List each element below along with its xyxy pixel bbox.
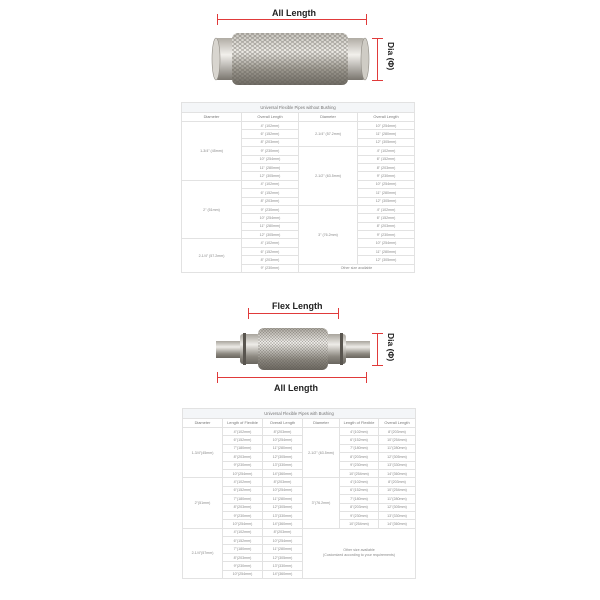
column-header: Diameter (303, 419, 340, 428)
diameter-cell: 2-1/2" (63.5mm) (303, 428, 340, 478)
dia-label: Dia (Φ) (386, 42, 396, 71)
length-cell: 10" (254mm) (358, 180, 415, 188)
length-cell: 8" (203mm) (242, 256, 299, 264)
overall-length-cell: 11"(280mm) (379, 495, 416, 503)
overall-length-cell: 14"(360mm) (379, 520, 416, 528)
flex-length-cell: 8"(203mm) (340, 503, 379, 511)
overall-length-cell: 10"(254mm) (263, 436, 303, 444)
overall-length-cell: 10"(254mm) (263, 486, 303, 494)
overall-length-cell: 12"(305mm) (379, 503, 416, 511)
overall-length-cell: 12"(305mm) (263, 503, 303, 511)
table-row (183, 528, 416, 536)
flex-length-label: Flex Length (272, 301, 323, 311)
overall-length-cell: 13"(330mm) (263, 562, 303, 570)
length-cell: 11" (280mm) (242, 222, 299, 230)
flex-length-cell: 9"(230mm) (223, 511, 263, 519)
all-length-dimension-line (217, 377, 367, 378)
flex-length-cell: 8"(203mm) (223, 453, 263, 461)
flex-length-cell: 6"(152mm) (223, 436, 263, 444)
flex-length-cell: 7"(180mm) (223, 545, 263, 553)
length-cell: 10" (254mm) (242, 214, 299, 222)
length-cell: 9" (230mm) (242, 205, 299, 213)
flex-length-cell: 6"(152mm) (223, 537, 263, 545)
column-header: Overall Length (263, 419, 303, 428)
table-with-bushing (182, 408, 416, 579)
dimension-tick (372, 80, 383, 81)
table-row (182, 122, 415, 130)
other-size-note (303, 528, 416, 578)
flex-length-cell: 9"(230mm) (223, 562, 263, 570)
length-cell: 8" (203mm) (242, 138, 299, 146)
diameter-cell: 2-1/4"(57mm) (183, 528, 223, 578)
overall-length-cell: 14"(360mm) (263, 520, 303, 528)
length-cell: 11" (280mm) (242, 163, 299, 171)
length-cell: 11" (280mm) (358, 130, 415, 138)
diameter-cell: 2" (51mm) (182, 180, 242, 239)
flex-pipe-figure-1 (190, 0, 410, 95)
length-cell: 6" (152mm) (242, 247, 299, 255)
overall-length-cell: 13"(330mm) (263, 511, 303, 519)
column-header: Overall Length (358, 113, 415, 122)
flex-length-cell: 7"(180mm) (223, 444, 263, 452)
length-cell: 6" (152mm) (242, 189, 299, 197)
dimension-tick (217, 372, 218, 383)
overall-length-cell: 11"(280mm) (263, 495, 303, 503)
overall-length-cell: 14"(360mm) (263, 570, 303, 578)
length-cell: 6" (152mm) (242, 130, 299, 138)
diameter-cell: 2"(51mm) (183, 478, 223, 528)
overall-length-cell: 11"(280mm) (263, 545, 303, 553)
flex-pipe-figure-2 (190, 295, 410, 400)
flex-length-cell: 6"(152mm) (223, 486, 263, 494)
dimension-tick (372, 333, 383, 334)
diameter-cell: 3" (76.2mm) (299, 205, 358, 264)
length-cell: 9" (230mm) (242, 147, 299, 155)
flex-length-cell: 8"(203mm) (223, 553, 263, 561)
length-cell: 10" (254mm) (358, 239, 415, 247)
length-cell: 12" (305mm) (358, 197, 415, 205)
other-size-note-line2: (Customized according to your requirements) (323, 553, 395, 558)
length-cell: 6" (152mm) (358, 214, 415, 222)
overall-length-cell: 10"(254mm) (379, 436, 416, 444)
overall-length-cell: 8"(203mm) (263, 528, 303, 536)
all-length-label: All Length (272, 8, 316, 18)
length-cell: 4" (102mm) (358, 205, 415, 213)
length-cell: 12" (305mm) (242, 172, 299, 180)
overall-length-cell: 14"(360mm) (379, 469, 416, 477)
length-cell: 8" (203mm) (242, 197, 299, 205)
overall-length-cell: 8"(203mm) (263, 428, 303, 436)
column-header: Diameter (182, 113, 242, 122)
length-cell: 10" (254mm) (242, 155, 299, 163)
length-cell: 8" (203mm) (358, 163, 415, 171)
length-cell: 12" (305mm) (358, 138, 415, 146)
dimension-tick (366, 372, 367, 383)
table-row (182, 239, 415, 247)
length-cell: 9" (230mm) (358, 231, 415, 239)
overall-length-cell: 10"(254mm) (263, 537, 303, 545)
other-size-note: Other size available (299, 264, 415, 272)
flex-length-cell: 4"(102mm) (223, 428, 263, 436)
flex-length-cell: 6"(152mm) (340, 486, 379, 494)
table-without-bushing (181, 102, 415, 273)
flex-length-cell: 10"(254mm) (340, 469, 379, 477)
column-header: Overall Length (242, 113, 299, 122)
flex-length-cell: 8"(203mm) (340, 453, 379, 461)
diameter-cell: 2-1/4" (57.2mm) (299, 122, 358, 147)
other-size-note-line1: Other size available (343, 548, 375, 553)
flex-length-cell: 10"(254mm) (340, 520, 379, 528)
column-header: Overall Length (379, 419, 416, 428)
length-cell: 9" (230mm) (242, 264, 299, 272)
length-cell: 6" (152mm) (358, 155, 415, 163)
flex-length-cell: 8"(203mm) (223, 503, 263, 511)
length-cell: 12" (305mm) (358, 256, 415, 264)
overall-length-cell: 13"(330mm) (379, 461, 416, 469)
length-cell: 4" (102mm) (242, 122, 299, 130)
overall-length-cell: 11"(280mm) (379, 444, 416, 452)
length-cell: 11" (280mm) (358, 189, 415, 197)
flex-length-cell: 7"(180mm) (340, 444, 379, 452)
flex-length-cell: 9"(230mm) (340, 461, 379, 469)
length-cell: 10" (254mm) (358, 122, 415, 130)
overall-length-cell: 14"(360mm) (263, 469, 303, 477)
overall-length-cell: 13"(330mm) (379, 511, 416, 519)
table-title: Universal Flexible Pipes without Bushing (182, 103, 415, 113)
overall-length-cell: 13"(330mm) (263, 461, 303, 469)
dia-dimension-line (377, 333, 378, 365)
column-header: Length of Flexible (223, 419, 263, 428)
diameter-cell: 3"(76.2mm) (303, 478, 340, 528)
dia-dimension-line (377, 38, 378, 80)
flex-length-cell: 4"(102mm) (340, 428, 379, 436)
flex-length-cell: 10"(254mm) (223, 520, 263, 528)
table-row (183, 428, 416, 436)
overall-length-cell: 8"(203mm) (263, 478, 303, 486)
flex-length-cell: 7"(180mm) (340, 495, 379, 503)
table-row (183, 478, 416, 486)
overall-length-cell: 12"(305mm) (263, 553, 303, 561)
all-length-label: All Length (274, 383, 318, 393)
flex-length-cell: 6"(152mm) (340, 436, 379, 444)
flex-length-cell: 9"(230mm) (223, 461, 263, 469)
overall-length-cell: 12"(305mm) (263, 453, 303, 461)
diameter-cell: 1-3/4" (45mm) (182, 122, 242, 181)
diameter-cell: 1-3/4"(45mm) (183, 428, 223, 478)
flex-length-cell: 7"(180mm) (223, 495, 263, 503)
column-header: Diameter (299, 113, 358, 122)
length-cell: 4" (102mm) (358, 147, 415, 155)
table-title: Universal Flexible Pipes with Bushing (183, 409, 416, 419)
diameter-cell: 2-1/2" (63.5mm) (299, 147, 358, 206)
dimension-tick (372, 38, 383, 39)
flex-length-cell: 9"(230mm) (340, 511, 379, 519)
overall-length-cell: 8"(203mm) (379, 478, 416, 486)
length-cell: 9" (230mm) (358, 172, 415, 180)
overall-length-cell: 11"(280mm) (263, 444, 303, 452)
overall-length-cell: 8"(203mm) (379, 428, 416, 436)
overall-length-cell: 12"(305mm) (379, 453, 416, 461)
table-row (182, 180, 415, 188)
flex-length-cell: 10"(254mm) (223, 469, 263, 477)
length-cell: 8" (203mm) (358, 222, 415, 230)
column-header: Length of Flexible (340, 419, 379, 428)
flex-length-cell: 10"(254mm) (223, 570, 263, 578)
length-cell: 12" (305mm) (242, 231, 299, 239)
flex-length-cell: 4"(102mm) (223, 478, 263, 486)
dimension-tick (372, 365, 383, 366)
flex-length-cell: 4"(102mm) (223, 528, 263, 536)
length-cell: 4" (102mm) (242, 180, 299, 188)
length-cell: 4" (102mm) (242, 239, 299, 247)
overall-length-cell: 10"(254mm) (379, 486, 416, 494)
flex-length-cell: 4"(102mm) (340, 478, 379, 486)
length-cell: 11" (280mm) (358, 247, 415, 255)
dia-label: Dia (Φ) (386, 333, 396, 362)
diameter-cell: 2-1/4" (57.2mm) (182, 239, 242, 273)
column-header: Diameter (183, 419, 223, 428)
